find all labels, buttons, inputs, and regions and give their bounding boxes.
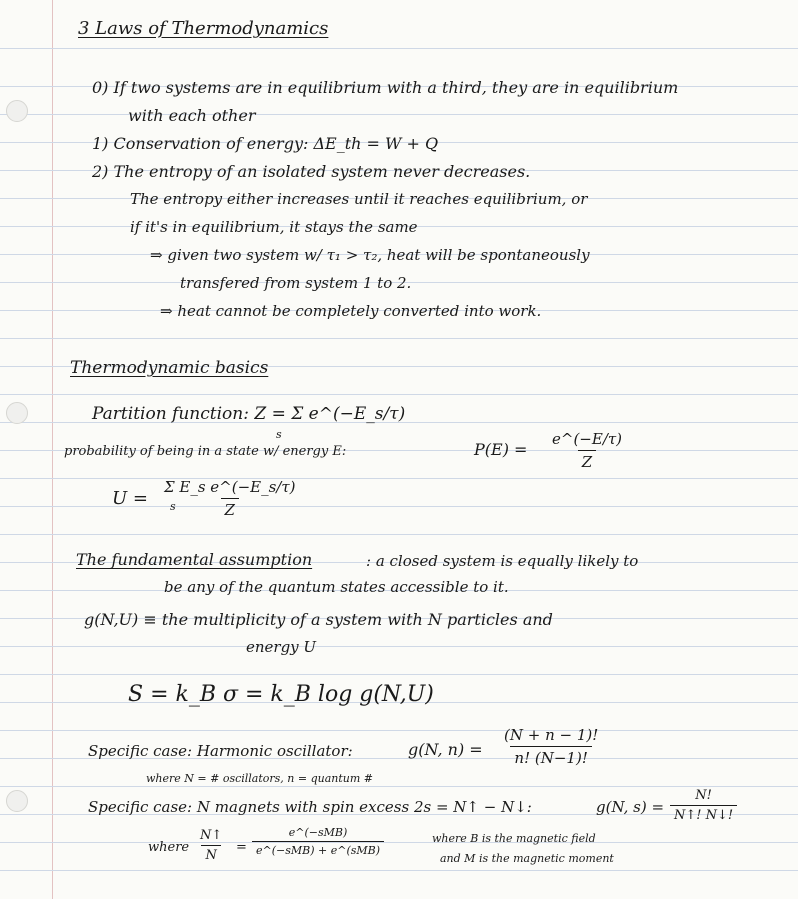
magnet-ratio-lhs-denominator: N (201, 845, 220, 863)
ruled-line (0, 534, 798, 535)
laws-title: 3 Laws of Thermodynamics (78, 18, 329, 39)
ruled-line (0, 646, 798, 647)
law-two-line3: if it's in equilibrium, it stays the same (130, 218, 418, 236)
ruled-line (0, 870, 798, 871)
law-two-line1: 2) The entropy of an isolated system never decreases. (92, 162, 531, 181)
energy-numerator: Σ E_s e^(−E_s/τ) (164, 478, 296, 496)
magnet-note-moment: and M is the magnetic moment (440, 852, 614, 865)
magnet-ratio-lhs-numerator: N↑ (200, 828, 223, 843)
multiplicity-line2: energy U (246, 638, 317, 656)
ruled-line (0, 842, 798, 843)
fundamental-assumption-title: The fundamental assumption (76, 550, 313, 569)
probability-denominator: Z (578, 450, 596, 471)
oscillator-fraction (500, 726, 602, 767)
binder-hole (6, 402, 28, 424)
partition-function: Partition function: Z = Σ e^(−E_s/τ) (92, 404, 406, 424)
ruled-line (0, 48, 798, 49)
oscillator-denominator: n! (N−1)! (510, 746, 591, 767)
ruled-line (0, 730, 798, 731)
fundamental-assumption-line1: : a closed system is equally likely to (366, 552, 639, 570)
ruled-line (0, 338, 798, 339)
magnet-multiplicity-numerator: N! (695, 788, 712, 803)
law-zero-line1: 0) If two systems are in equilibrium with a third, they are in equilibrium (92, 78, 679, 97)
probability-numerator: e^(−E/τ) (552, 430, 623, 448)
law-two-implication1-cont: transfered from system 1 to 2. (180, 274, 412, 292)
law-two-line2: The entropy either increases until it reaches equilibrium, or (130, 190, 588, 208)
law-two-implication2: ⇒ heat cannot be completely converted into work. (160, 302, 542, 320)
magnet-label: Specific case: N magnets with spin excess 2s = N↑ − N↓: (88, 798, 532, 816)
magnet-ratio-equals: = (236, 840, 247, 855)
oscillator-label: Specific case: Harmonic oscillator: (88, 742, 353, 760)
magnet-where: where (148, 840, 190, 855)
probability-lhs: P(E) = (474, 440, 528, 459)
ruled-line (0, 394, 798, 395)
magnet-ratio-numerator: e^(−sMB) (288, 826, 348, 839)
energy-lhs: U = (112, 488, 148, 509)
binder-hole (6, 790, 28, 812)
ruled-line (0, 478, 798, 479)
partition-sum-index: s (276, 428, 282, 441)
magnet-multiplicity-fraction (670, 788, 737, 823)
magnet-ratio-denominator: e^(−sMB) + e^(sMB) (252, 841, 384, 857)
binder-hole (6, 100, 28, 122)
fundamental-assumption-line2: be any of the quantum states accessible to it. (164, 578, 509, 596)
law-two-implication1: ⇒ given two system w/ τ₁ > τ₂, heat will be spontaneously (150, 246, 590, 264)
magnet-multiplicity-denominator: N↑! N↓! (670, 805, 737, 823)
basics-title: Thermodynamic basics (70, 358, 269, 378)
oscillator-lhs: g(N, n) = (408, 740, 483, 759)
multiplicity-line1: g(N,U) ≡ the multiplicity of a system with N particles and (84, 610, 553, 629)
ruled-line (0, 786, 798, 787)
entropy-definition: S = k_B σ = k_B log g(N,U) (128, 682, 434, 707)
probability-fraction (548, 430, 626, 471)
energy-fraction (160, 478, 300, 519)
energy-sum-index: s (170, 500, 176, 513)
oscillator-numerator: (N + n − 1)! (504, 726, 599, 744)
ruled-line (0, 674, 798, 675)
magnet-lhs: g(N, s) = (596, 798, 665, 816)
magnet-note-field: where B is the magnetic field (432, 832, 596, 845)
ruled-line (0, 114, 798, 115)
magnet-ratio-lhs (196, 828, 226, 863)
law-zero-line2: with each other (128, 106, 256, 125)
law-one: 1) Conservation of energy: ΔE_th = W + Q (92, 134, 439, 153)
magnet-ratio-fraction (252, 826, 384, 857)
oscillator-where: where N = # oscillators, n = quantum # (146, 772, 374, 785)
probability-label: probability of being in a state w/ energy E: (64, 444, 347, 459)
energy-denominator: Z (221, 498, 239, 519)
